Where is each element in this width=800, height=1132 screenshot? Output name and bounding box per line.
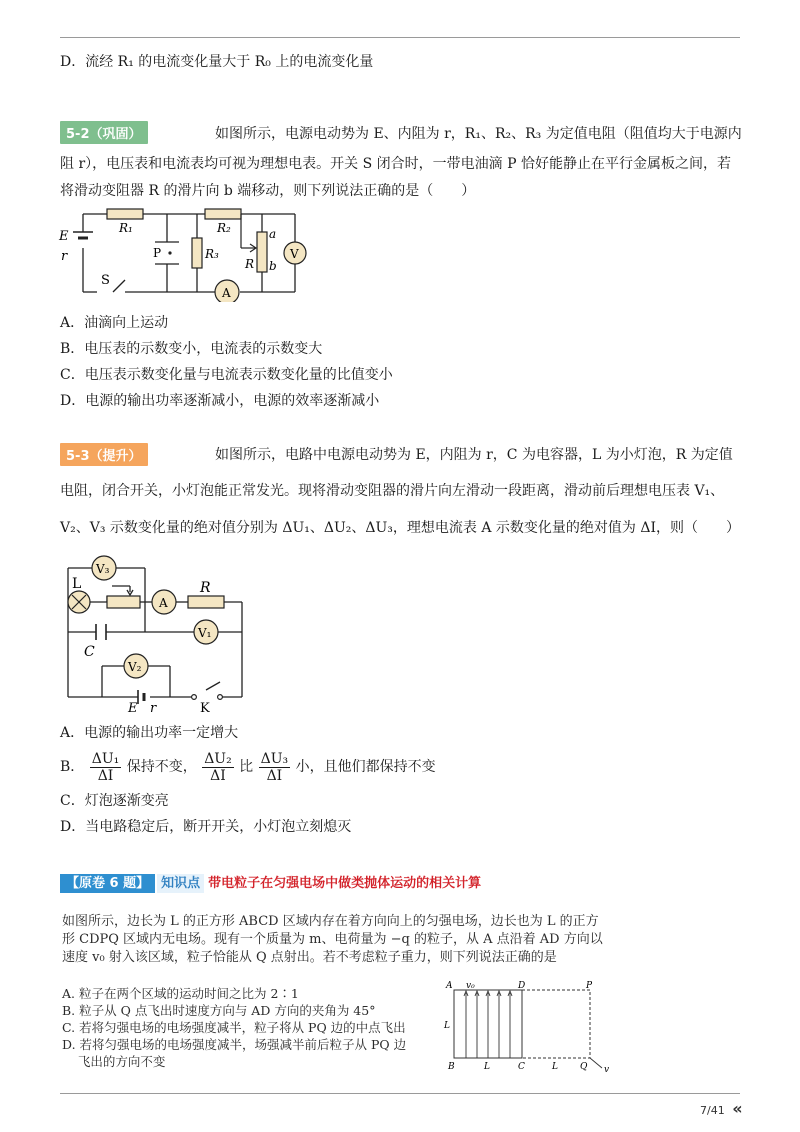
q53-label-k: K xyxy=(200,701,210,712)
q52-label-rheostat: R xyxy=(245,257,255,271)
q6-label-p: P xyxy=(586,981,593,991)
q53-stem-line3: V₂、V₃ 示数变化量的绝对值分别为 ΔU₁、ΔU₂、ΔU₃，理想电流表 A 示数变化量的绝对值为 ΔI，则（ ） xyxy=(60,520,741,536)
q53-frac1 xyxy=(90,751,122,784)
q6-label-a: A xyxy=(446,981,453,991)
q53-label-v3: V₃ xyxy=(96,562,110,576)
q53-frac1-num: ΔU₁ xyxy=(91,750,120,767)
q6-option-c: C. 若将匀强电场的电场强度减半，粒子将从 PQ 边的中点飞出 xyxy=(62,1020,406,1035)
q52-stem-line3: 将滑动变阻器 R 的滑片向 b 端移动，则下列说法正确的是（ ） xyxy=(60,183,476,199)
q53-label-r-internal: r xyxy=(150,701,157,712)
q53-label-e: E xyxy=(128,701,138,712)
q53-frac2-den: ΔI xyxy=(210,767,226,784)
q53-label-l: L xyxy=(72,576,82,592)
q53-option-c: C．灯泡逐渐变亮 xyxy=(60,793,169,809)
q6-option-d-cont: 飞出的方向不变 xyxy=(62,1054,166,1069)
q6-field-figure xyxy=(442,980,622,1075)
page-footer xyxy=(700,1099,743,1118)
q53-option-b-suffix: 小，且他们都保持不变 xyxy=(295,759,436,775)
q52-label-r2: R₂ xyxy=(217,221,231,235)
q53-frac2-num: ΔU₂ xyxy=(204,750,232,767)
q52-option-c: C．电压表示数变化量与电流表示数变化量的比值变小 xyxy=(60,367,393,383)
q53-option-d: D．当电路稳定后，断开开关，小灯泡立刻熄灭 xyxy=(60,819,352,835)
q52-label-s: S xyxy=(101,273,110,288)
q52-circuit-diagram xyxy=(55,202,315,302)
section6-header xyxy=(60,872,481,891)
q52-tag xyxy=(60,121,148,144)
q53-label-v2: V₂ xyxy=(128,660,142,674)
q52-label-a: a xyxy=(269,227,277,241)
q53-option-b-mid1: 保持不变， xyxy=(126,759,197,775)
section6-topic: 带电粒子在匀强电场中做类抛体运动的相关计算 xyxy=(208,876,482,891)
q6-label-l-left: L xyxy=(444,1021,450,1031)
q52-label-r1: R₁ xyxy=(119,221,133,235)
top-rule xyxy=(60,37,740,38)
q52-option-b: B．电压表的示数变小，电流表的示数变大 xyxy=(60,341,323,357)
q53-frac3-den: ΔI xyxy=(266,767,283,784)
q6-stem-line1: 如图所示，边长为 L 的正方形 ABCD 区域内存在着方向向上的匀强电场，边长也为 L 的正方 xyxy=(62,914,599,929)
q6-options xyxy=(62,985,442,1070)
q53-stem-line2: 电阻，闭合开关，小灯泡能正常发光。现将滑动变阻器的滑片向左滑动一段距离，滑动前后理想电压表 V₁、 xyxy=(60,483,725,499)
q52-label-p: P xyxy=(153,246,162,260)
q53-label-r: R xyxy=(200,580,211,596)
q53-frac3 xyxy=(259,751,291,784)
q6-label-b: B xyxy=(448,1062,455,1072)
q53-frac1-den: ΔI xyxy=(97,767,114,784)
q53-frac3-num: ΔU₃ xyxy=(260,750,289,767)
q52-option-a: A．油滴向上运动 xyxy=(60,315,169,331)
q52-ammeter-label: A xyxy=(222,286,231,300)
q53-option-b xyxy=(60,748,436,786)
q53-label-v1: V₁ xyxy=(198,626,212,640)
q52-voltmeter-label: V xyxy=(290,247,299,261)
q6-option-a: A. 粒子在两个区域的运动时间之比为 2∶1 xyxy=(62,986,299,1001)
q52-label-e: E xyxy=(59,229,69,244)
q6-stem-line2: 形 CDPQ 区域内无电场。现有一个质量为 m、电荷量为 −q 的粒子，从 A 点沿着 AD 方向以 xyxy=(62,932,603,947)
q53-option-b-mid2: 比 xyxy=(239,759,254,775)
q6-label-l-bottom1: L xyxy=(484,1062,490,1072)
q53-frac2 xyxy=(202,751,234,784)
q6-label-v0: v₀ xyxy=(466,981,475,991)
prev-option-d: D．流经 R₁ 的电流变化量大于 R₀ 上的电流变化量 xyxy=(60,54,374,70)
q53-option-b-prefix: B． xyxy=(60,759,85,775)
section6-kp: 知识点 xyxy=(157,874,204,893)
q52-label-r: r xyxy=(61,249,68,264)
q53-stem-line1: 如图所示，电路中电源电动势为 E，内阻为 r，C 为电容器，L 为小灯泡，R 为定值 xyxy=(215,447,733,463)
q6-label-v: v xyxy=(604,1065,610,1075)
page-number: 7/41 xyxy=(700,1104,725,1117)
q52-tag-label: 5-2（巩固） xyxy=(60,121,148,144)
q52-stem-line1: 如图所示，电源电动势为 E、内阻为 r，R₁、R₂、R₃ 为定值电阻（阻值均大于电源内 xyxy=(215,126,742,142)
q53-circuit-diagram xyxy=(60,552,260,712)
q6-stem-line3: 速度 v₀ 射入该区域，粒子恰能从 Q 点射出。若不考虑粒子重力，则下列说法正确的是 xyxy=(62,950,557,965)
q6-label-d: D xyxy=(518,981,526,991)
q6-stem xyxy=(62,913,682,967)
q53-option-a: A．电源的输出功率一定增大 xyxy=(60,725,239,741)
q52-stem-line2: 阻 r），电压表和电流表均可视为理想电表。开关 S 闭合时，一带电油滴 P 恰好能静止在平行金属板之间，若 xyxy=(60,156,731,172)
q52-label-r3: R₃ xyxy=(205,247,219,261)
q6-label-q: Q xyxy=(580,1062,588,1072)
q53-label-c: C xyxy=(84,644,95,660)
q6-option-d: D. 若将匀强电场的电场强度减半，场强减半前后粒子从 PQ 边 xyxy=(62,1037,407,1052)
q52-label-b: b xyxy=(269,259,277,273)
q53-label-a: A xyxy=(159,596,168,610)
q6-option-b: B. 粒子从 Q 点飞出时速度方向与 AD 方向的夹角为 45° xyxy=(62,1003,376,1018)
bottom-rule xyxy=(60,1093,740,1094)
q52-option-d: D．电源的输出功率逐渐减小，电源的效率逐渐减小 xyxy=(60,393,380,409)
q6-label-l-bottom2: L xyxy=(552,1062,558,1072)
section6-label: 【原卷 6 题】 xyxy=(60,874,155,893)
q6-label-c: C xyxy=(518,1062,525,1072)
q53-tag xyxy=(60,443,148,466)
back-mark-icon[interactable]: « xyxy=(732,1099,743,1118)
q53-tag-label: 5-3（提升） xyxy=(60,443,148,466)
